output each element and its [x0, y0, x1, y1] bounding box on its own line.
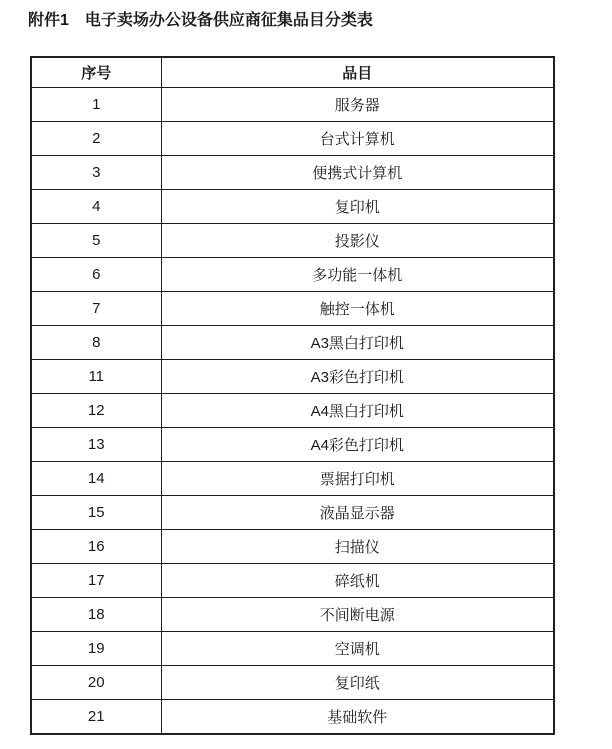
table-row [31, 224, 554, 258]
table-row [31, 700, 554, 735]
row-serial-cell: 20 [31, 666, 161, 700]
table-row [31, 190, 554, 224]
row-item-cell: 票据打印机 [161, 462, 554, 496]
row-serial-cell: 2 [31, 122, 161, 156]
row-item-cell: A3黑白打印机 [161, 326, 554, 360]
row-item-cell: 多功能一体机 [161, 258, 554, 292]
row-serial-cell: 8 [31, 326, 161, 360]
table-row [31, 496, 554, 530]
row-serial-cell: 4 [31, 190, 161, 224]
row-serial-cell: 18 [31, 598, 161, 632]
row-item-cell: 触控一体机 [161, 292, 554, 326]
table-row [31, 394, 554, 428]
table-body [31, 88, 554, 735]
table-header [31, 57, 554, 88]
row-serial-cell: 6 [31, 258, 161, 292]
table-row [31, 258, 554, 292]
row-serial-cell: 19 [31, 632, 161, 666]
table-row [31, 428, 554, 462]
items-table [30, 56, 555, 735]
header-cell-item: 品目 [161, 57, 554, 88]
row-item-cell: 空调机 [161, 632, 554, 666]
row-item-cell: 复印纸 [161, 666, 554, 700]
table-row [31, 88, 554, 122]
table-row [31, 156, 554, 190]
row-item-cell: 液晶显示器 [161, 496, 554, 530]
row-item-cell: 台式计算机 [161, 122, 554, 156]
row-item-cell: A3彩色打印机 [161, 360, 554, 394]
row-item-cell: 扫描仪 [161, 530, 554, 564]
row-item-cell: 不间断电源 [161, 598, 554, 632]
row-item-cell: A4彩色打印机 [161, 428, 554, 462]
row-item-cell: 碎纸机 [161, 564, 554, 598]
page-title: 附件1 电子卖场办公设备供应商征集品目分类表 [28, 12, 373, 29]
row-serial-cell: 16 [31, 530, 161, 564]
table-row [31, 326, 554, 360]
row-item-cell: A4黑白打印机 [161, 394, 554, 428]
table-row [31, 564, 554, 598]
row-serial-cell: 5 [31, 224, 161, 258]
table-row [31, 122, 554, 156]
row-serial-cell: 14 [31, 462, 161, 496]
row-serial-cell: 13 [31, 428, 161, 462]
table-row [31, 292, 554, 326]
table-row [31, 462, 554, 496]
row-serial-cell: 7 [31, 292, 161, 326]
row-serial-cell: 12 [31, 394, 161, 428]
table-row [31, 598, 554, 632]
row-item-cell: 便携式计算机 [161, 156, 554, 190]
row-item-cell: 基础软件 [161, 700, 554, 735]
row-serial-cell: 17 [31, 564, 161, 598]
row-item-cell: 投影仪 [161, 224, 554, 258]
header-cell-serial: 序号 [31, 57, 161, 88]
table-row [31, 666, 554, 700]
table-row [31, 360, 554, 394]
row-item-cell: 复印机 [161, 190, 554, 224]
row-serial-cell: 1 [31, 88, 161, 122]
row-serial-cell: 11 [31, 360, 161, 394]
row-serial-cell: 21 [31, 700, 161, 735]
row-serial-cell: 3 [31, 156, 161, 190]
table-header-row [31, 57, 554, 88]
row-item-cell: 服务器 [161, 88, 554, 122]
table-row [31, 530, 554, 564]
row-serial-cell: 15 [31, 496, 161, 530]
table-row [31, 632, 554, 666]
